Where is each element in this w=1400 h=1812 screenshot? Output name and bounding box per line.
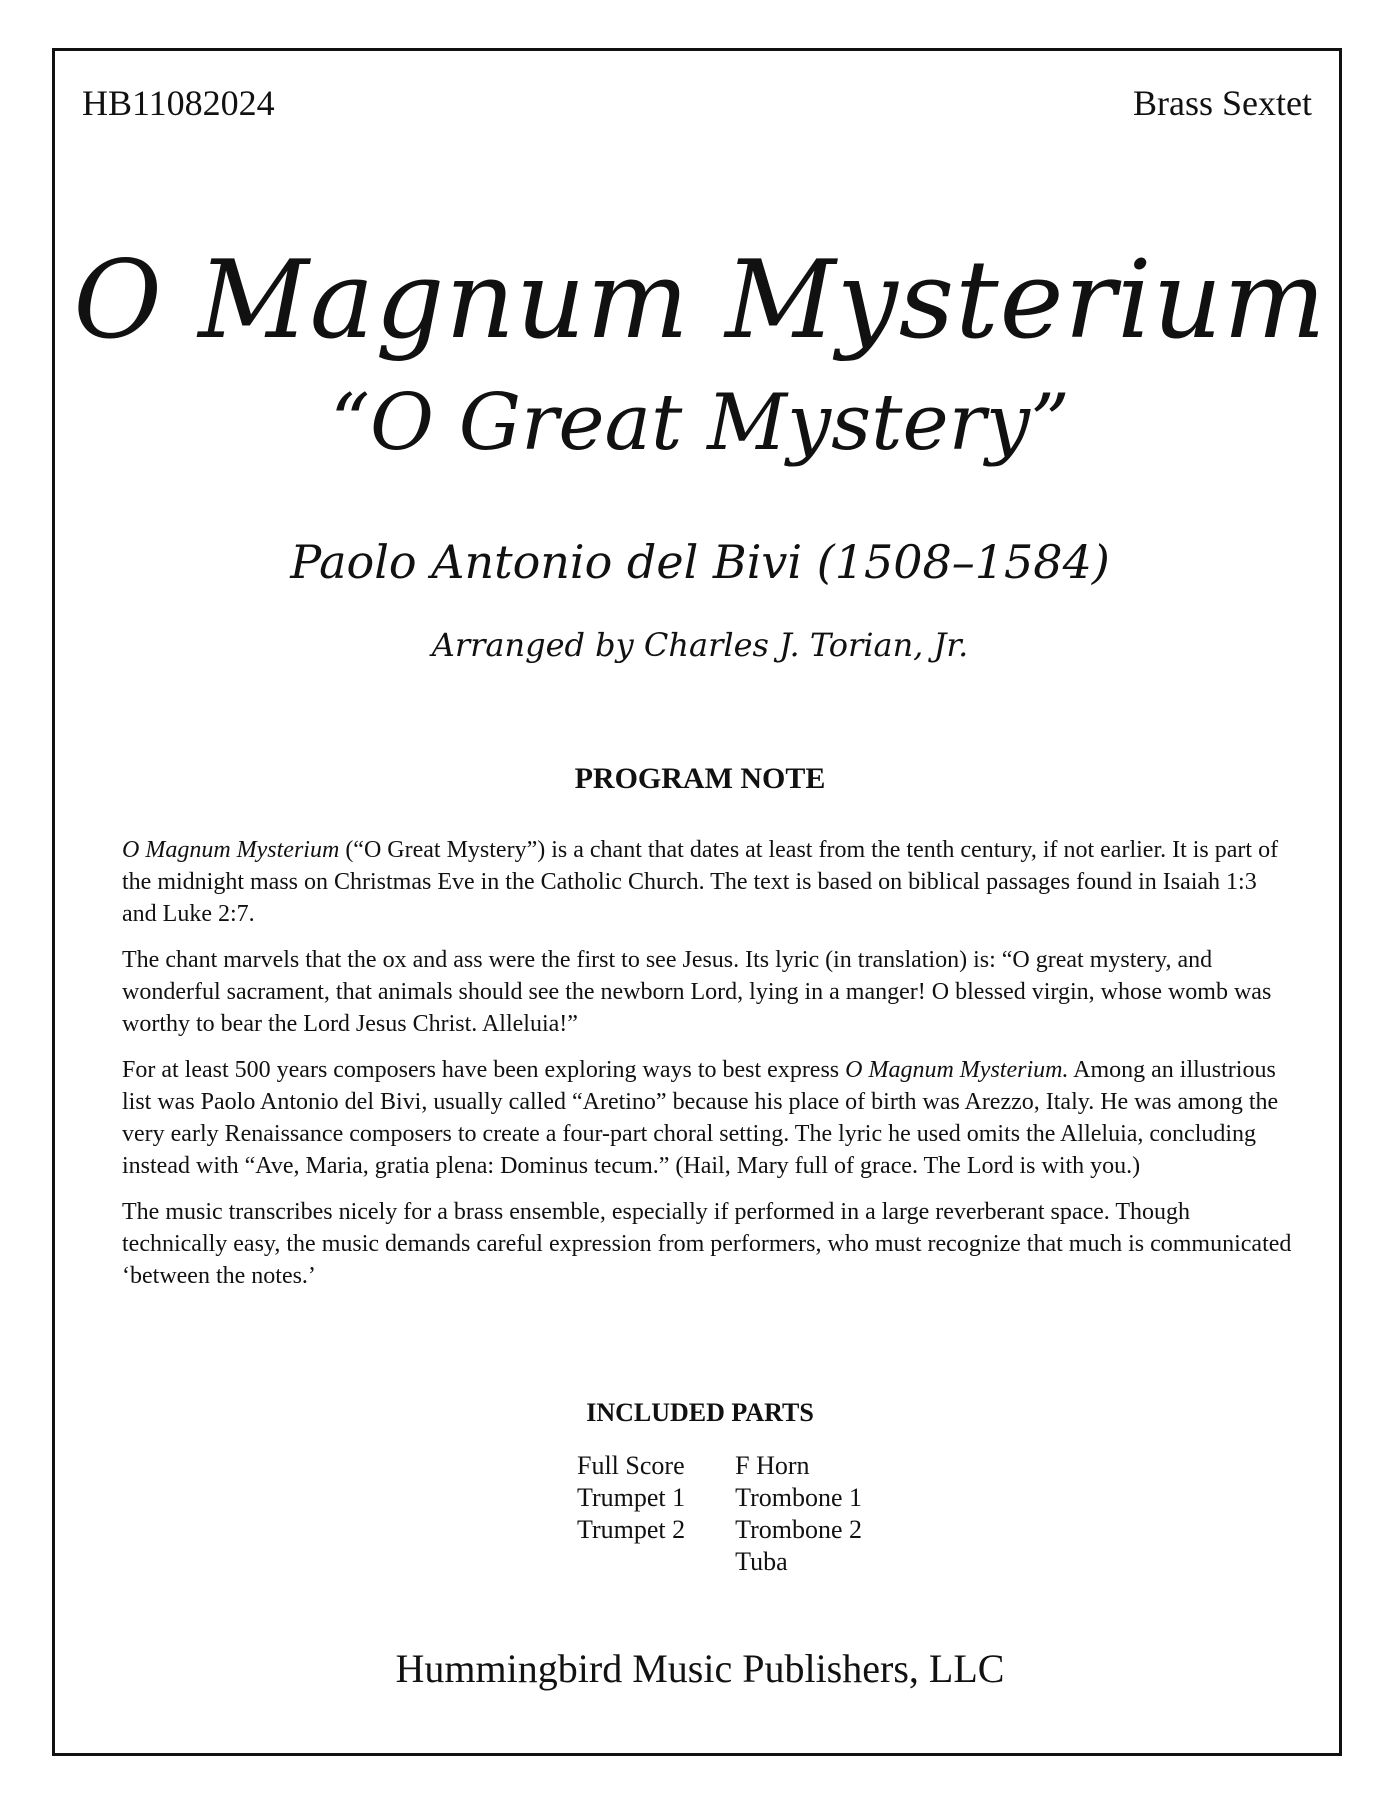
part-item: Trumpet 2 [577,1515,686,1544]
included-parts-heading: INCLUDED PARTS [586,1398,814,1427]
publisher-name: Hummingbird Music Publishers, LLC [395,1646,1005,1691]
part-item: Full Score [577,1451,685,1480]
work-title-italic: O Magnum Mysterium [122,837,340,863]
ensemble-type: Brass Sextet [1133,83,1312,123]
work-title-italic: O Magnum Mysterium. [845,1057,1069,1083]
program-note-paragraph-2: The chant marvels that the ox and ass were the first to see Jesus. Its lyric (in translation) is: “O great mystery, and wonderful sacrament, that animals should see the newborn Lord, lying in a manger! O blessed virgin, whose womb was worthy to bear the Lord Jesus Christ. Alleluia!” [122,947,1272,1037]
program-note-heading: PROGRAM NOTE [574,762,826,795]
part-item: Tuba [735,1547,788,1576]
page-title: O Magnum Mysterium [73,238,1327,363]
part-item: Trumpet 1 [577,1483,686,1512]
included-parts-list [577,1450,862,1578]
composer-credit: Paolo Antonio del Bivi (1508–1584) [290,535,1110,589]
part-item: F Horn [735,1451,810,1480]
arranger-credit: Arranged by Charles J. Torian, Jr. [431,626,969,664]
parts-column-2 [735,1450,862,1578]
page-subtitle: “O Great Mystery” [330,378,1070,468]
parts-column-1 [577,1450,685,1578]
program-note-body [122,834,1294,1306]
part-item: Trombone 2 [735,1515,863,1544]
program-note-paragraph-1: O Magnum Mysterium (“O Great Mystery”) is a chant that dates at least from the tenth century, if not earlier. It is part of the midnight mass on Christmas Eve in the Catholic Church. The text is based on biblical passages found in Isaiah 1:3 and Luke 2:7. [122,837,1279,927]
part-item: Trombone 1 [735,1483,863,1512]
program-note-paragraph-4: The music transcribes nicely for a brass ensemble, especially if performed in a large reverberant space. Though technically easy, the music demands careful expression from performers, who must recognize that much is communicated ‘between the notes.’ [122,1199,1292,1289]
catalog-number: HB11082024 [82,83,275,123]
program-note-paragraph-3: For at least 500 years composers have been exploring ways to best express O Magnum Mysterium. Among an illustrious list was Paolo Antonio del Bivi, usually called “Aretino” because his place of birth was Arezzo, Italy. He was among the very early Renaissance composers to create a four-part choral setting. The lyric he used omits the Alleluia, concluding instead with “Ave, Maria, gratia plena: Dominus tecum.” (Hail, Mary full of grace. The Lord is with you.) [122,1057,1279,1179]
